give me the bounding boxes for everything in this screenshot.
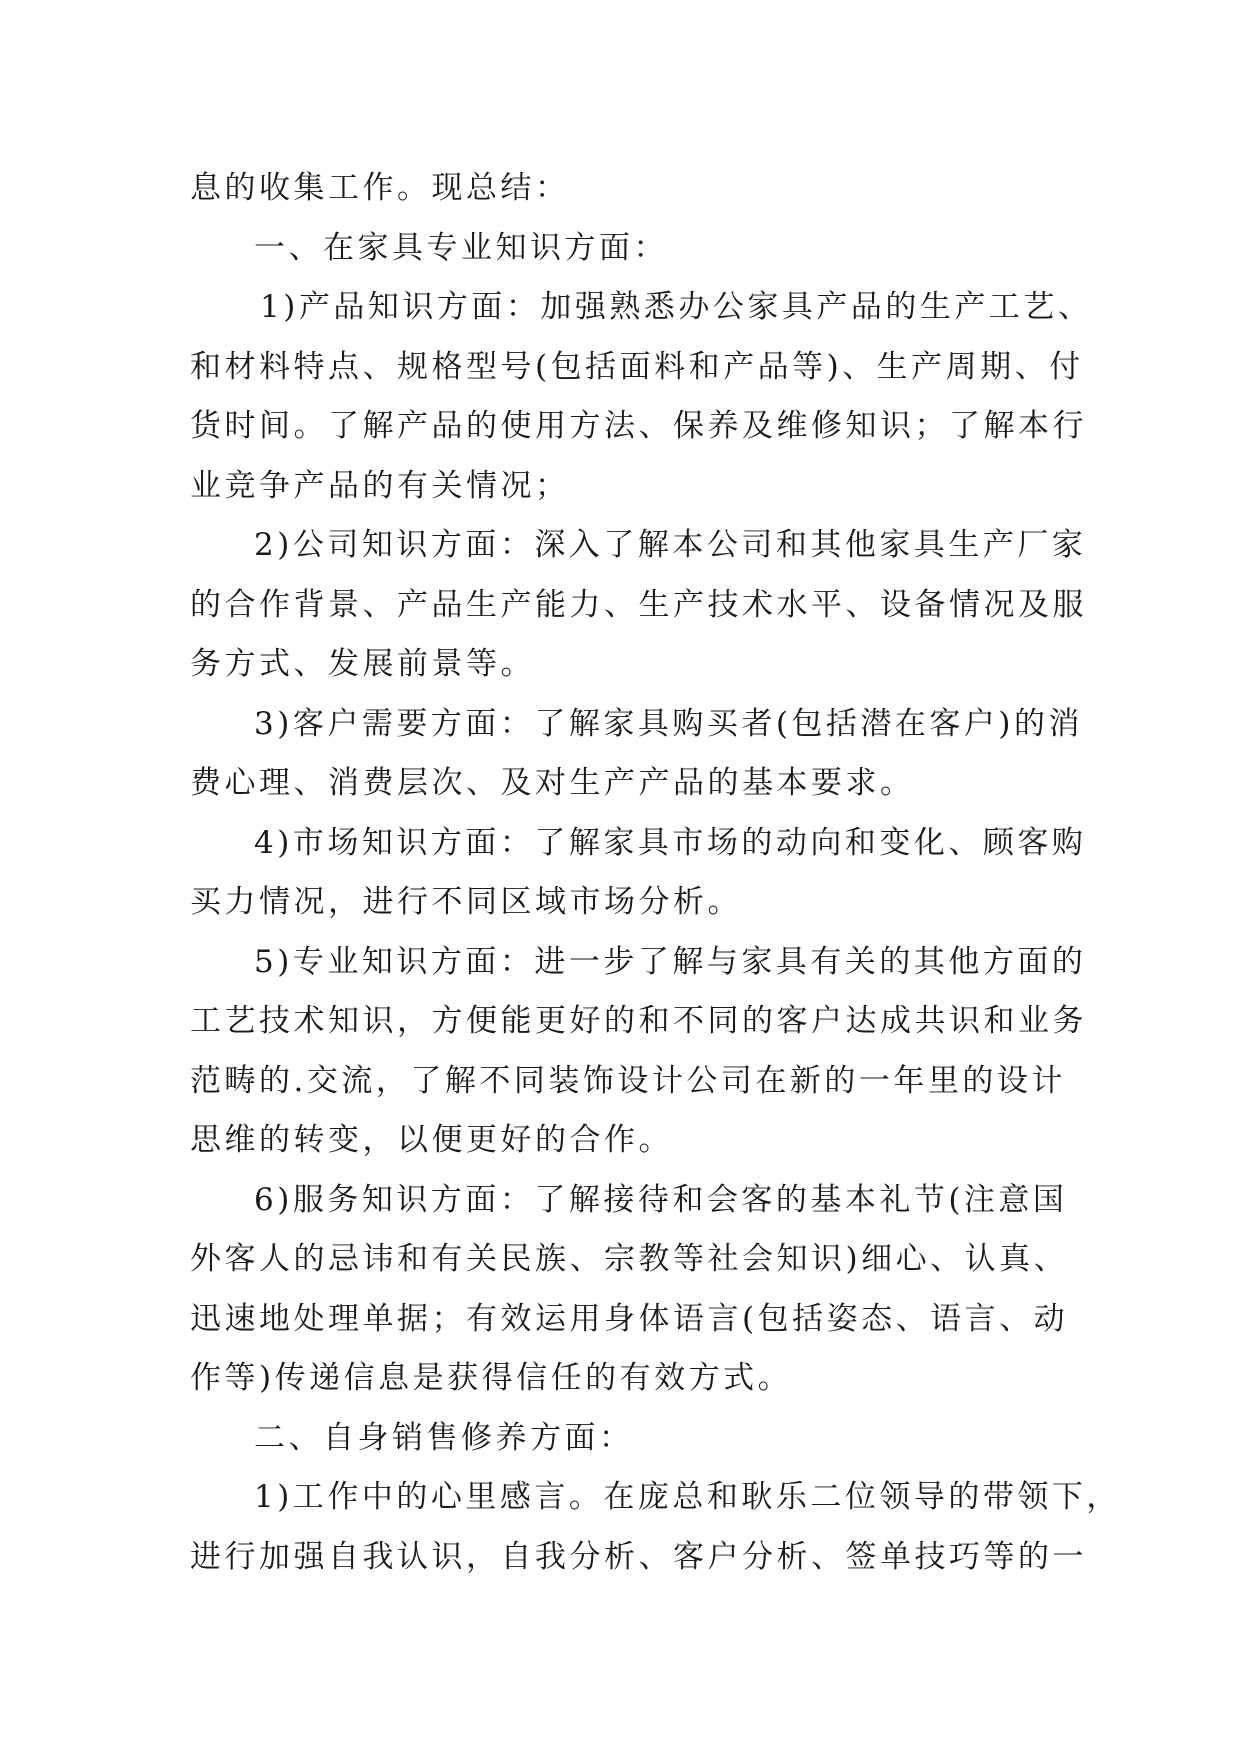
text-line: 的合作背景、产品生产能力、生产技术水平、设备情况及服 bbox=[190, 586, 1087, 623]
list-item-line: 2)公司知识方面：深入了解本公司和其他家具生产厂家 bbox=[254, 527, 1087, 563]
text-line: 息的收集工作。现总结： bbox=[190, 170, 570, 206]
list-item-line: 5)专业知识方面：进一步了解与家具有关的其他方面的 bbox=[254, 943, 1087, 980]
text-line: 货时间。了解产品的使用方法、保养及维修知识；了解本行 bbox=[190, 408, 1087, 444]
text-line: 工艺技术知识，方便能更好的和不同的客户达成共识和业务 bbox=[190, 1003, 1087, 1039]
list-item-line: 6)服务知识方面：了解接待和会客的基本礼节(注意国 bbox=[254, 1181, 1068, 1218]
section-heading: 一、在家具专业知识方面： bbox=[254, 229, 668, 266]
text-line: 迅速地处理单据；有效运用身体语言(包括姿态、语言、动 bbox=[190, 1300, 1069, 1337]
section-heading: 二、自身销售修养方面： bbox=[254, 1419, 634, 1456]
list-item-line: 4)市场知识方面：了解家具市场的动向和变化、顾客购 bbox=[254, 824, 1087, 861]
text-line: 范畴的.交流，了解不同装饰设计公司在新的一年里的设计 bbox=[190, 1062, 1066, 1099]
text-line: 费心理、消费层次、及对生产产品的基本要求。 bbox=[190, 765, 915, 801]
list-item-line: 1)产品知识方面：加强熟悉办公家具产品的生产工艺、 bbox=[260, 289, 1093, 325]
list-item-line: 1)工作中的心里感言。在庞总和耿乐二位领导的带领下， bbox=[254, 1479, 1121, 1515]
text-line: 和材料特点、规格型号(包括面料和产品等)、生产周期、付 bbox=[190, 348, 1084, 385]
text-line: 买力情况，进行不同区域市场分析。 bbox=[190, 884, 742, 920]
text-line: 进行加强自我认识，自我分析、客户分析、签单技巧等的一 bbox=[190, 1538, 1087, 1575]
list-item-line: 3)客户需要方面：了解家具购买者(包括潜在客户)的消 bbox=[254, 705, 1084, 742]
text-line: 务方式、发展前景等。 bbox=[190, 646, 535, 682]
text-line: 外客人的忌讳和有关民族、宗教等社会知识)细心、认真、 bbox=[190, 1241, 1069, 1277]
text-line: 业竞争产品的有关情况； bbox=[190, 467, 570, 504]
text-line: 作等)传递信息是获得信任的有效方式。 bbox=[190, 1360, 793, 1396]
text-line: 思维的转变，以便更好的合作。 bbox=[190, 1122, 673, 1158]
document-body bbox=[190, 159, 1121, 1587]
